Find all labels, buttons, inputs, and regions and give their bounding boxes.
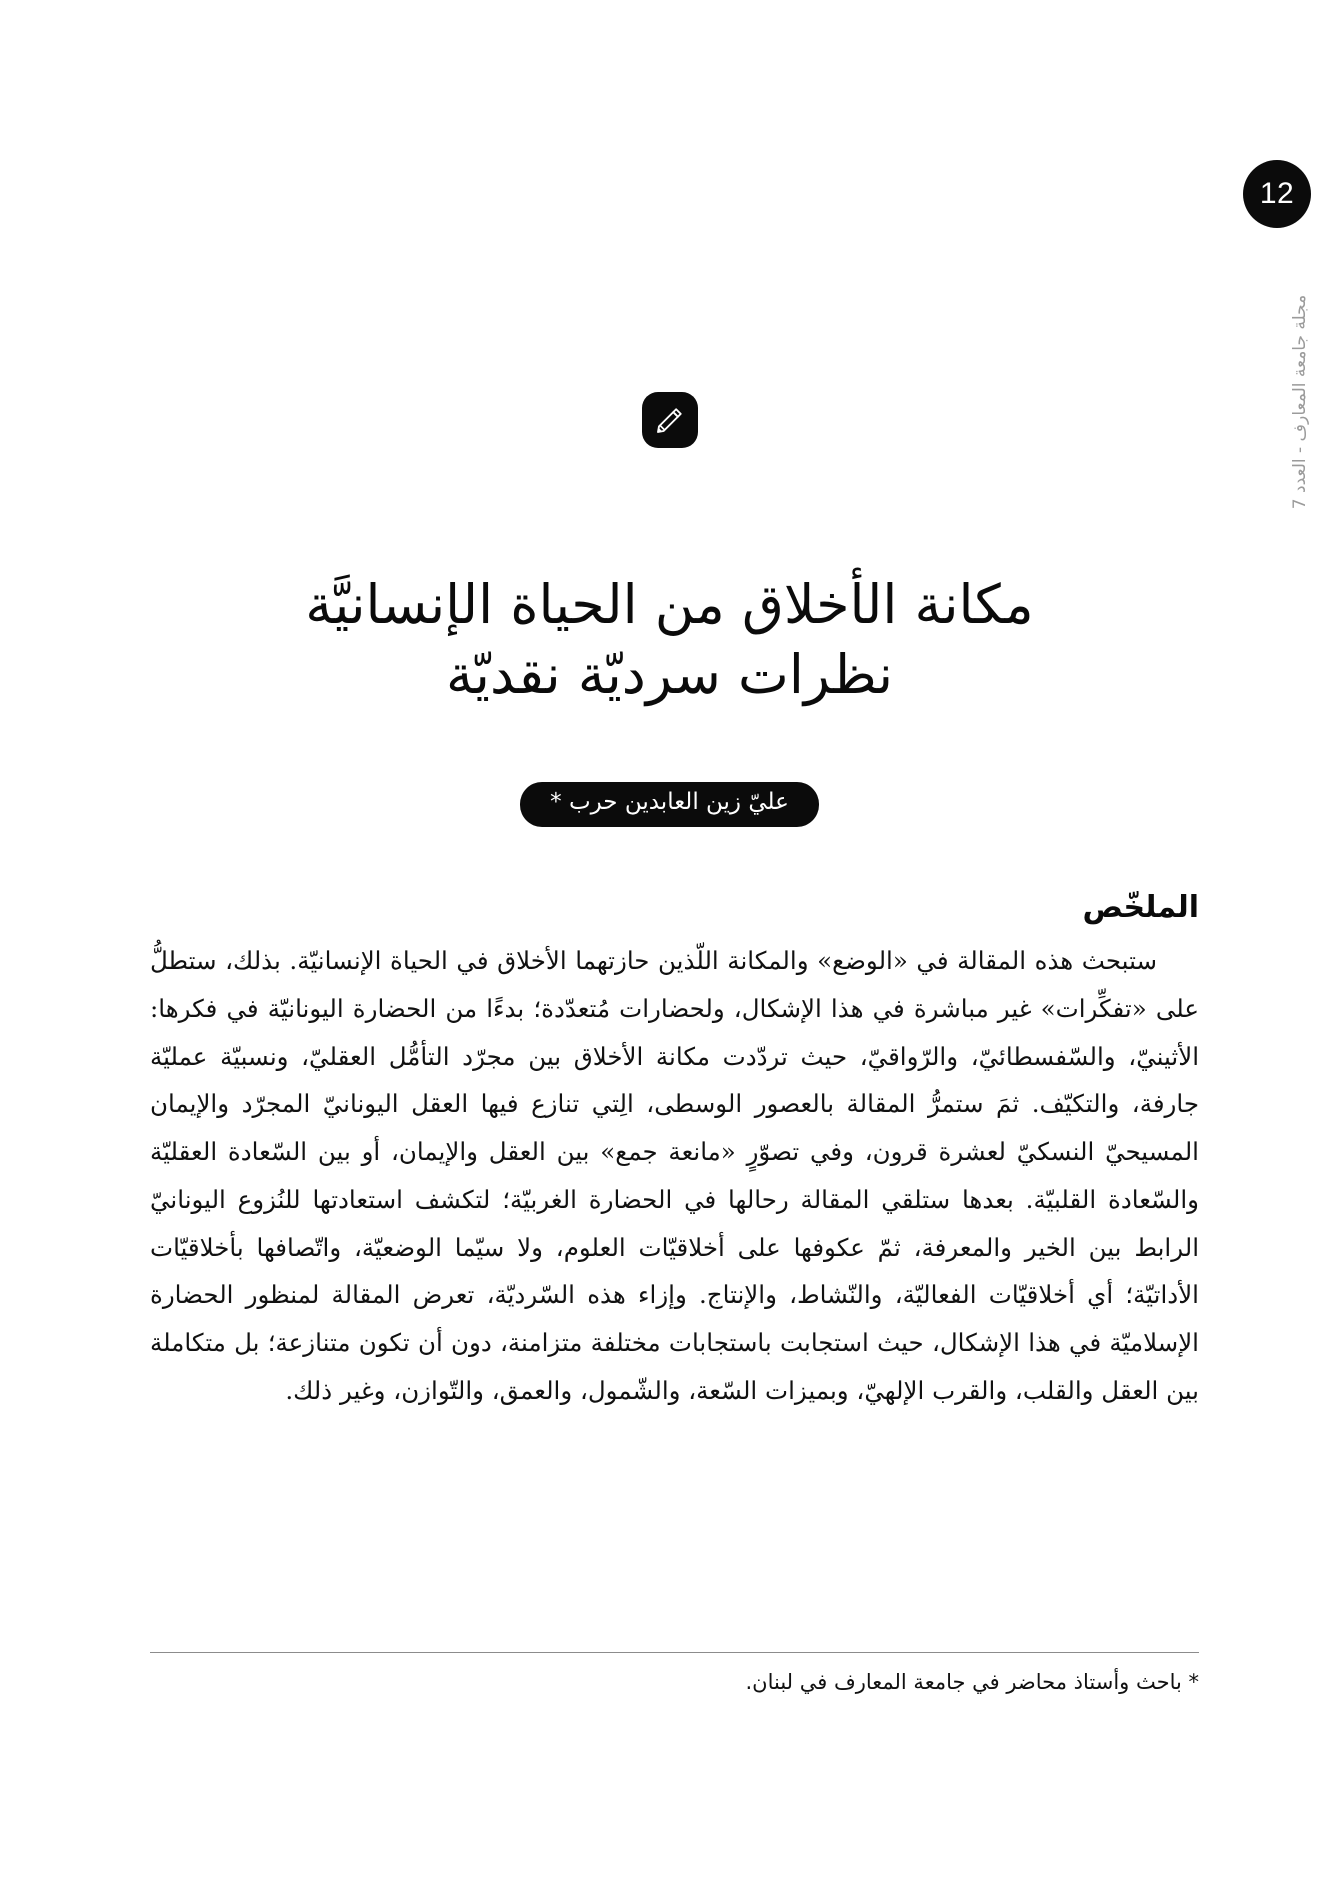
emblem-badge (642, 392, 698, 448)
pencil-icon (655, 405, 685, 435)
running-head-label: مجلة جامعة المعارف - العدد 7 (1290, 294, 1310, 510)
footnote-section (150, 1652, 1199, 1699)
footnote-text: * باحث وأستاذ محاضر في جامعة المعارف في لبنان. (745, 1670, 1199, 1694)
abstract-heading: الملخّص (1082, 890, 1199, 925)
abstract-body-text: ستبحث هذه المقالة في «الوضع» والمكانة اللّذين حازتهما الأخلاق في الحياة الإنسانيّة. بذلك، ستطلُّ على «تفكِّرات» غير مباشرة في هذا الإشكال، ولحضارات مُتعدّدة؛ بدءًا من الحضارة اليونانيّة في فكرها: الأثينيّ، والسّفسطائيّ، والرّواقيّ، حيث تردّدت مكانة الأخلاق بين مجرّد التأمُّل العقليّ، ونسبيّة عمليّة جارفة، والتكيّف. ثمَ ستمرُّ المقالة بالعصور الوسطى، الِتي تنازع فيها العقل اليونانيّ المجرّد والإيمان المسيحيّ النسكيّ لعشرة قرون، وفي تصوّرٍ «مانعة جمع» بين العقل والإيمان، أو بين السّعادة العقليّة والسّعادة القلبيّة. بعدها ستلقي المقالة رحالها في الحضارة الغربيّة؛ لتكشف استعادتها للنُزوع اليونانيّ الرابط بين الخير والمعرفة، ثمّ عكوفها على أخلاقيّات العلوم، ولا سيّما الوضعيّة، واتّصافها بأخلاقيّات الأداتيّة؛ أي أخلاقيّات الفعاليّة، والنّشاط، والإنتاج. وإزاء هذه السّرديّة، تعرض المقالة لمنظور الحضارة الإسلاميّة في هذا الإشكال، حيث استجابت باستجابات مختلفة متزامنة، دون أن تكون متنازعة؛ بل متكاملة بين العقل والقلب، والقرب الإلهيّ، وبميزات السّعة، والشّمول، والعمق، والتّوازن، وغير ذلك. (150, 946, 1199, 1405)
title-line-2: نظرات سرديّة نقديّة (445, 643, 894, 707)
footnote-divider (150, 1652, 1199, 1653)
author-byline (0, 782, 1339, 827)
title-line-1: مكانة الأخلاق من الحياة الإنسانيَّة (305, 573, 1034, 636)
page-number-badge: 12 (1243, 160, 1311, 228)
article-title (0, 570, 1339, 710)
article-emblem (0, 392, 1339, 448)
abstract-section (150, 890, 1199, 1415)
author-name-badge: عليّ زين العابدين حرب * (520, 782, 819, 827)
